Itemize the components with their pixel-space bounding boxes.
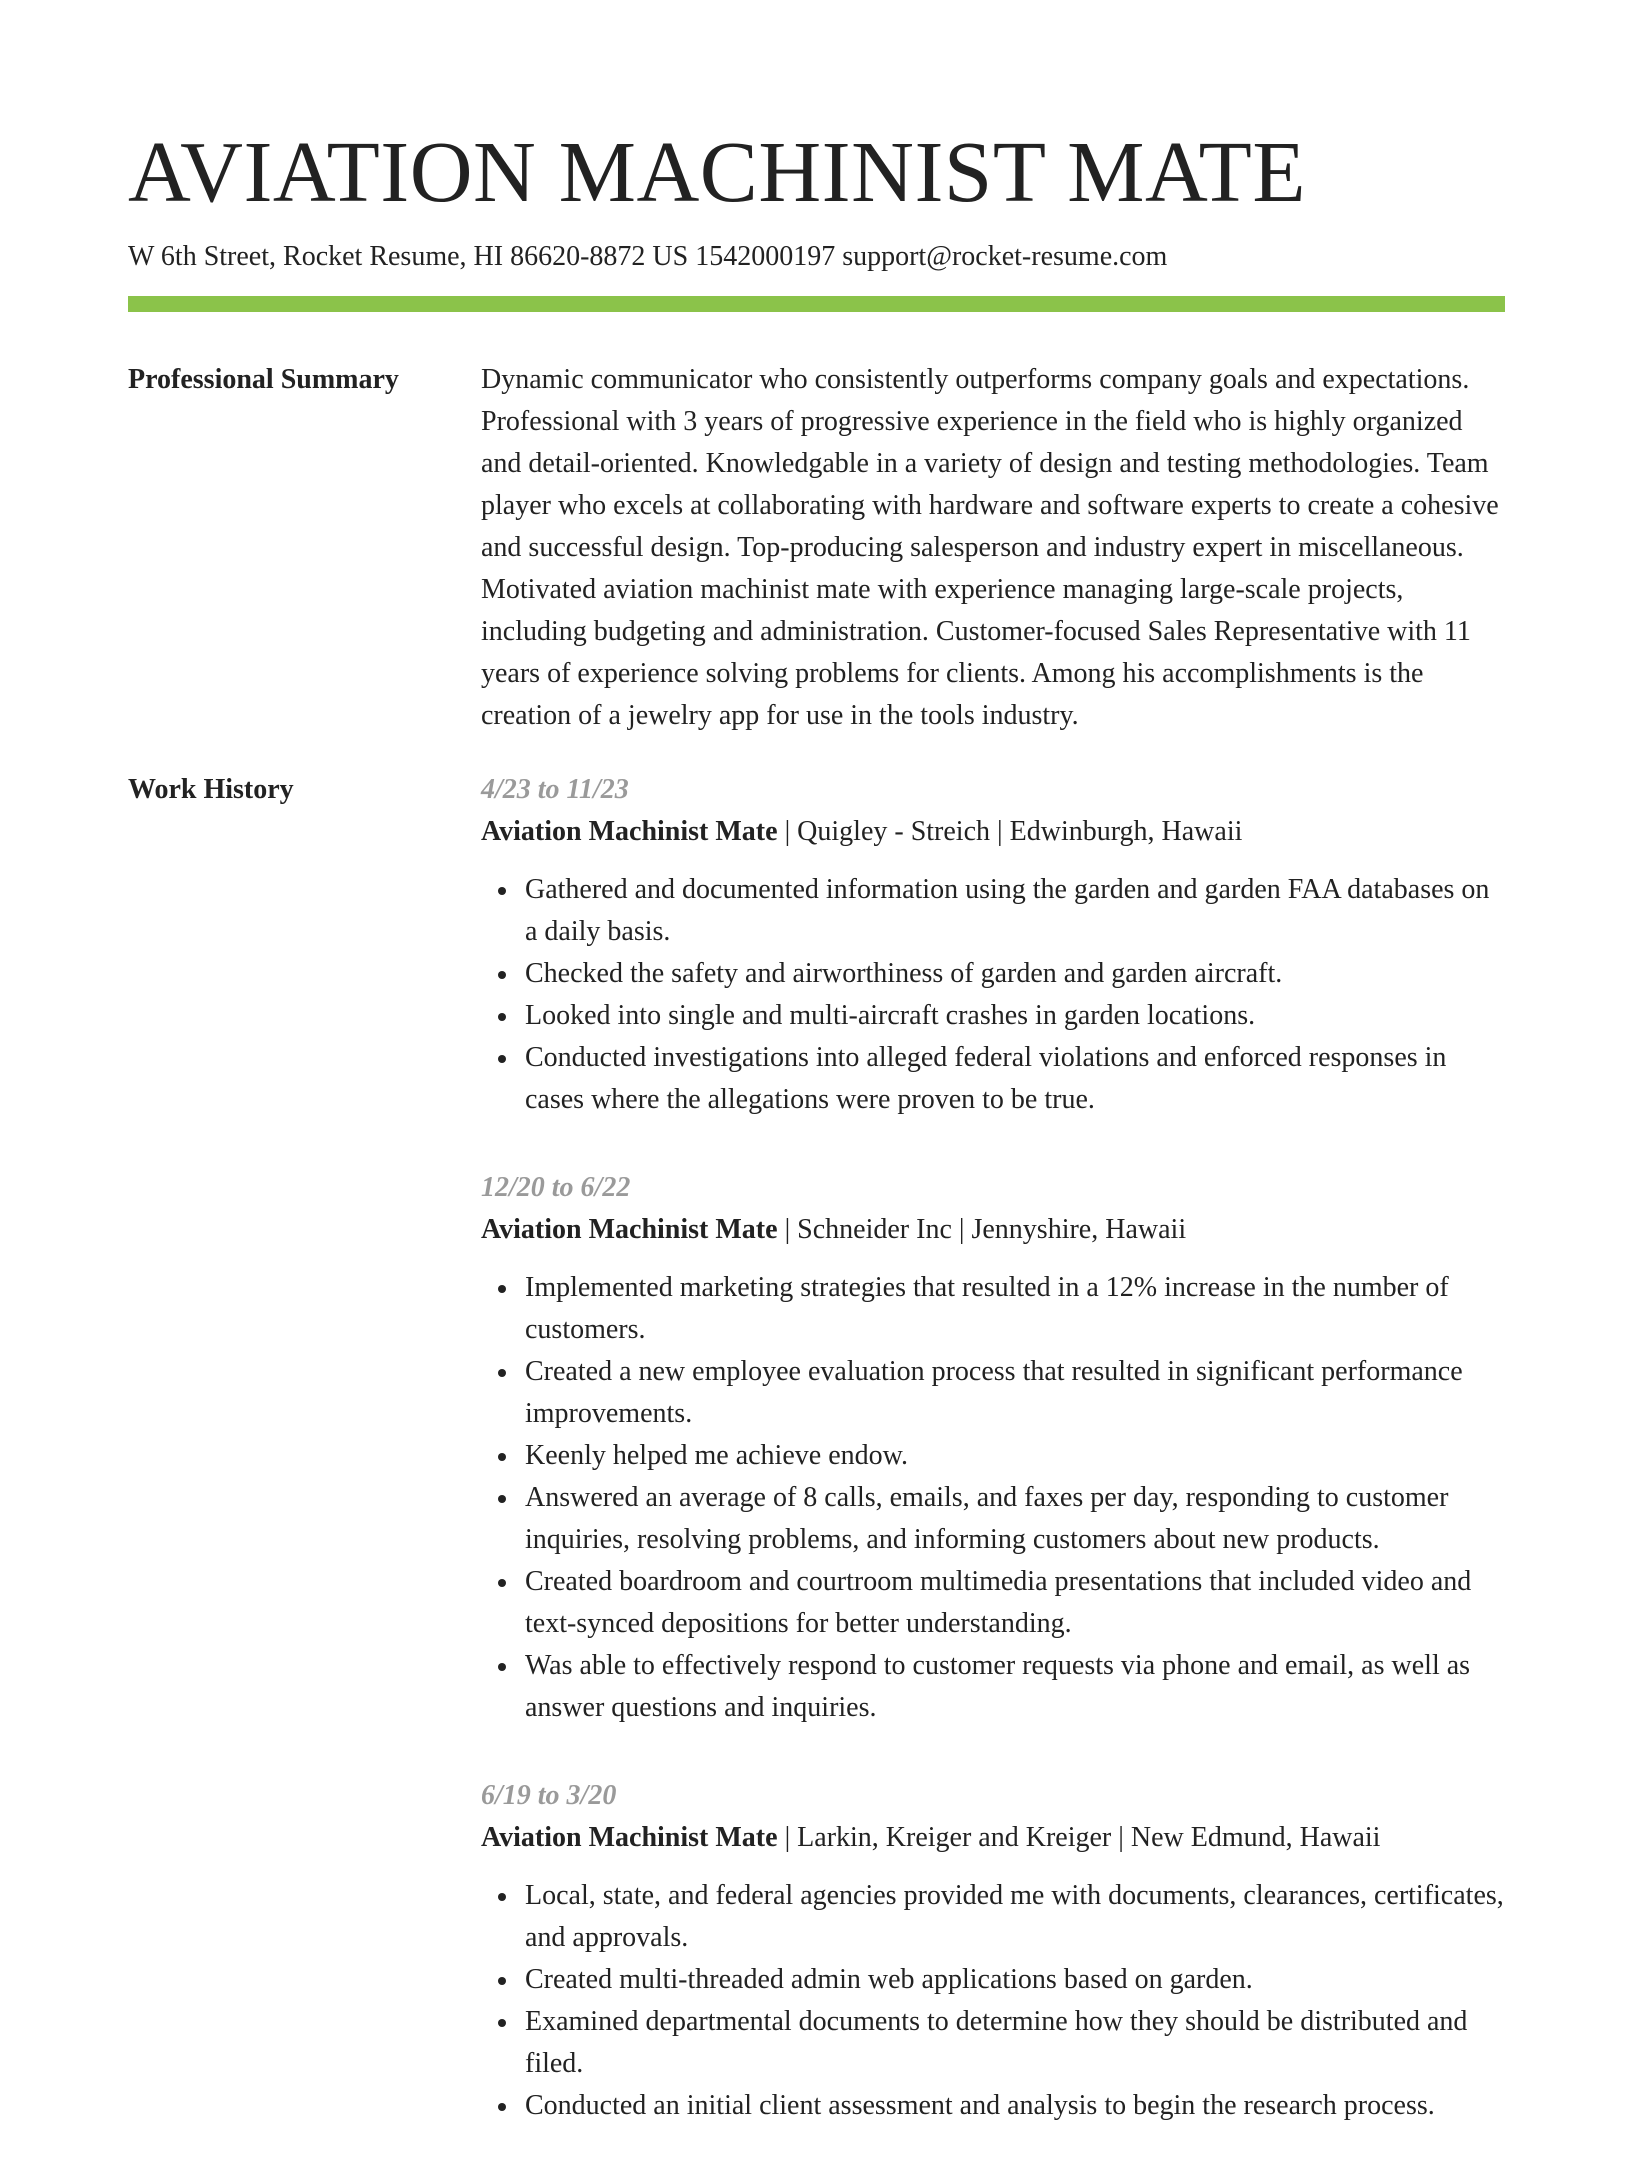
job-title: Aviation Machinist Mate bbox=[481, 816, 778, 847]
job-heading bbox=[481, 811, 1505, 853]
job-bullet: Created boardroom and courtroom multimedia presentations that included video and text-synced depositions for better understanding. bbox=[525, 1561, 1505, 1645]
job-bullet: Local, state, and federal agencies provided me with documents, clearances, certificates, and approvals. bbox=[525, 1875, 1505, 1959]
job-title: Aviation Machinist Mate bbox=[481, 1822, 778, 1853]
job-bullet: Gathered and documented information using the garden and garden FAA databases on a daily basis. bbox=[525, 869, 1505, 953]
job-dates: 6/19 to 3/20 bbox=[481, 1780, 617, 1811]
job-bullet: Checked the safety and airworthiness of garden and garden aircraft. bbox=[525, 953, 1505, 995]
job-heading bbox=[481, 1209, 1505, 1251]
job-bullet: Conducted an initial client assessment and analysis to begin the research process. bbox=[525, 2085, 1505, 2127]
job-details: | Quigley - Streich | Edwinburgh, Hawaii bbox=[777, 816, 1243, 847]
job-bullet: Created multi-threaded admin web applications based on garden. bbox=[525, 1959, 1505, 2001]
job-bullets bbox=[481, 1267, 1505, 1729]
job-dates: 12/20 to 6/22 bbox=[481, 1172, 631, 1203]
job-bullet: Examined departmental documents to determine how they should be distributed and filed. bbox=[525, 2001, 1505, 2085]
job-entry bbox=[481, 1167, 1505, 1729]
job-bullet: Answered an average of 8 calls, emails, and faxes per day, responding to customer inquiries, resolving problems, and informing customers about new products. bbox=[525, 1477, 1505, 1561]
job-bullet: Conducted investigations into alleged federal violations and enforced responses in cases where the allegations were proven to be true. bbox=[525, 1037, 1505, 1121]
header-accent-rule bbox=[128, 296, 1505, 312]
job-entry bbox=[481, 769, 1505, 1121]
job-dates: 4/23 to 11/23 bbox=[481, 774, 629, 805]
resume-name: AVIATION MACHINIST MATE bbox=[128, 123, 1306, 220]
work-history-section bbox=[128, 769, 1505, 2173]
professional-summary-section bbox=[128, 359, 1505, 737]
job-bullet: Was able to effectively respond to customer requests via phone and email, as well as answer questions and inquiries. bbox=[525, 1645, 1505, 1729]
job-entry bbox=[481, 1775, 1505, 2127]
job-details: | Larkin, Kreiger and Kreiger | New Edmund, Hawaii bbox=[777, 1822, 1381, 1853]
section-label-work: Work History bbox=[128, 774, 294, 805]
job-bullet: Created a new employee evaluation process that resulted in significant performance improvements. bbox=[525, 1351, 1505, 1435]
summary-text: Dynamic communicator who consistently outperforms company goals and expectations. Professional with 3 years of progressive experience in the field who is highly organized and detail-oriented. Knowledgable in a variety of design and testing methodologies. Team player who excels at collaborating with hardware and software experts to create a cohesive and successful design. Top-producing salesperson and industry expert in miscellaneous. Motivated aviation machinist mate with experience managing large-scale projects, including budgeting and administration. Customer-focused Sales Representative with 11 years of experience solving problems for clients. Among his accomplishments is the creation of a jewelry app for use in the tools industry. bbox=[481, 364, 1499, 731]
job-bullet: Looked into single and multi-aircraft crashes in garden locations. bbox=[525, 995, 1505, 1037]
job-bullets bbox=[481, 1875, 1505, 2127]
job-details: | Schneider Inc | Jennyshire, Hawaii bbox=[777, 1214, 1187, 1245]
section-label-summary: Professional Summary bbox=[128, 364, 399, 395]
job-bullets bbox=[481, 869, 1505, 1121]
work-history-list bbox=[481, 769, 1505, 2173]
contact-line: W 6th Street, Rocket Resume, HI 86620-8872 US 1542000197 support@rocket-resume.com bbox=[128, 241, 1168, 272]
job-title: Aviation Machinist Mate bbox=[481, 1214, 778, 1245]
job-heading bbox=[481, 1817, 1505, 1859]
job-bullet: Implemented marketing strategies that resulted in a 12% increase in the number of customers. bbox=[525, 1267, 1505, 1351]
job-bullet: Keenly helped me achieve endow. bbox=[525, 1435, 1505, 1477]
